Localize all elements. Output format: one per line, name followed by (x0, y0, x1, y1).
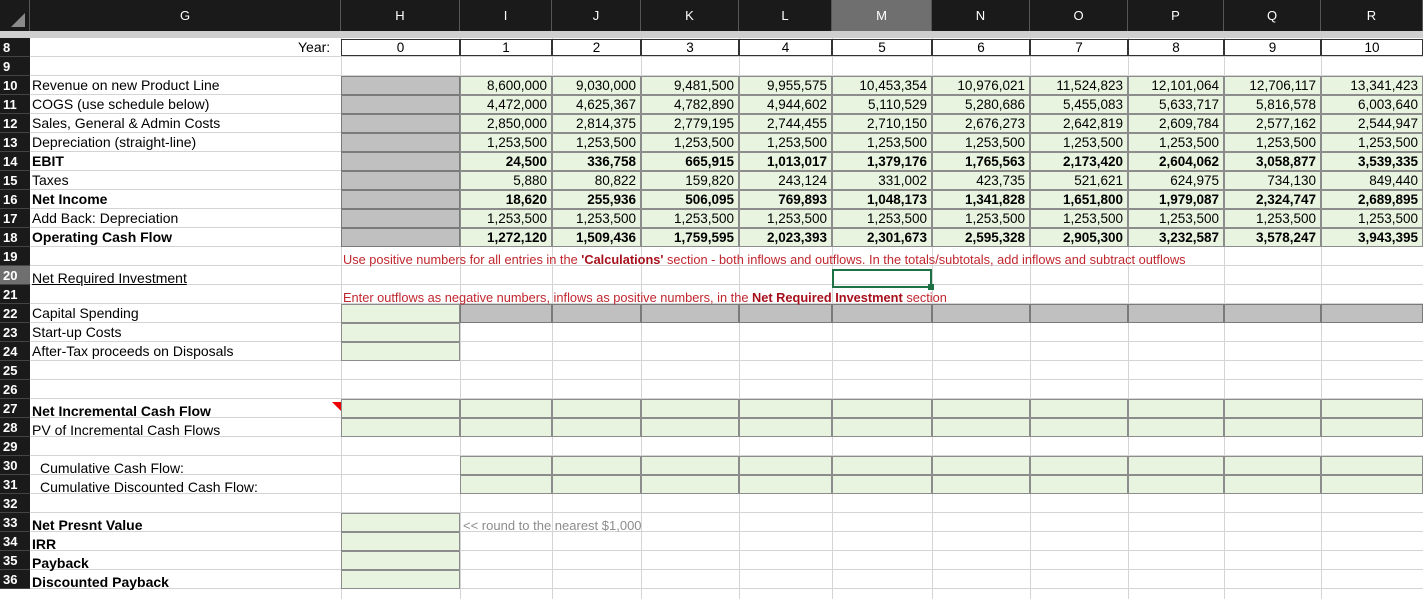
calc-value-cell[interactable]: 24,500 (460, 152, 552, 171)
calc-value-cell[interactable]: 1,253,500 (1224, 133, 1321, 152)
locked-cell (1030, 304, 1128, 323)
cash-flow-input-cell[interactable] (641, 418, 739, 437)
row-header-32[interactable]: 32 (0, 494, 30, 513)
row-header-14[interactable]: 14 (0, 152, 30, 171)
grid-row (30, 570, 1423, 589)
cash-flow-input-cell[interactable] (832, 418, 932, 437)
grid-row (30, 323, 1423, 342)
locked-cell (460, 304, 552, 323)
calc-value-cell[interactable]: 1,253,500 (460, 209, 552, 228)
row-header-35[interactable]: 35 (0, 551, 30, 570)
row-header-16[interactable]: 16 (0, 190, 30, 209)
cumulative-input-cell[interactable] (1224, 456, 1321, 475)
grid-row (30, 532, 1423, 551)
calc-value-cell[interactable]: 769,893 (739, 190, 832, 209)
row-header-33[interactable]: 33 (0, 513, 30, 532)
net-incremental-cash-flow-label: Net Incremental Cash Flow (32, 403, 211, 419)
calc-value-cell[interactable]: 2,744,455 (739, 114, 832, 133)
calc-value-cell[interactable]: 2,173,420 (1030, 152, 1128, 171)
calc-value-cell[interactable]: 1,253,500 (552, 133, 641, 152)
calc-value-cell[interactable]: 3,232,587 (1128, 228, 1224, 247)
grid-row (30, 342, 1423, 361)
calc-value-cell[interactable]: 521,621 (1030, 171, 1128, 190)
calc-value-cell[interactable]: 159,820 (641, 171, 739, 190)
row-header-36[interactable]: 36 (0, 570, 30, 589)
calc-value-cell[interactable]: 665,915 (641, 152, 739, 171)
year0-locked-cell (341, 133, 460, 152)
calc-value-cell[interactable]: 2,609,784 (1128, 114, 1224, 133)
cumulative-input-cell[interactable] (832, 475, 932, 494)
calc-row-label: Net Income (32, 191, 108, 207)
year-cell-7[interactable]: 7 (1030, 39, 1128, 56)
locked-cell (641, 304, 739, 323)
cash-flow-input-cell[interactable] (739, 399, 832, 418)
calc-value-cell[interactable]: 849,440 (1321, 171, 1423, 190)
cumulative-input-cell[interactable] (460, 475, 552, 494)
grid-row (30, 437, 1423, 456)
cash-flow-input-cell[interactable] (641, 399, 739, 418)
cash-flow-input-cell[interactable] (341, 399, 460, 418)
calculations-note: Use positive numbers for all entries in the 'Calculations' section - both inflows and outflows. In the totals/subtotals, add inflows and subtract outflows (343, 252, 1186, 267)
calc-value-cell[interactable]: 1,253,500 (739, 133, 832, 152)
year0-locked-cell (341, 228, 460, 247)
calc-value-cell[interactable]: 5,633,717 (1128, 95, 1224, 114)
calc-value-cell[interactable]: 2,814,375 (552, 114, 641, 133)
pv-incremental-label: PV of Incremental Cash Flows (32, 422, 221, 438)
calc-value-cell[interactable]: 9,955,575 (739, 76, 832, 95)
round-note: << round to the nearest $1,000 (463, 518, 642, 533)
column-header-r[interactable]: R (1321, 0, 1423, 31)
calc-value-cell[interactable]: 6,003,640 (1321, 95, 1423, 114)
cumulative-input-cell[interactable] (1128, 475, 1224, 494)
npv-label: Net Presnt Value (32, 517, 143, 533)
row-header-21[interactable]: 21 (0, 285, 30, 304)
calc-value-cell[interactable]: 1,253,500 (552, 209, 641, 228)
cash-flow-input-cell[interactable] (932, 418, 1030, 437)
locked-cell (932, 304, 1030, 323)
investment-input-cell[interactable] (341, 323, 460, 342)
calc-value-cell[interactable]: 2,544,947 (1321, 114, 1423, 133)
fill-handle[interactable] (928, 284, 934, 290)
column-header-n[interactable]: N (932, 0, 1030, 31)
row-header-25[interactable]: 25 (0, 361, 30, 380)
calc-value-cell[interactable]: 1,253,500 (1128, 209, 1224, 228)
cash-flow-input-cell[interactable] (1321, 418, 1423, 437)
calc-value-cell[interactable]: 1,253,500 (739, 209, 832, 228)
calc-value-cell[interactable]: 1,253,500 (932, 209, 1030, 228)
row-header-22[interactable]: 22 (0, 304, 30, 323)
grid-row (30, 57, 1423, 76)
active-cell[interactable] (832, 269, 932, 288)
column-header-l[interactable]: L (739, 0, 832, 31)
calc-row-label: Operating Cash Flow (32, 229, 173, 245)
locked-cell (832, 304, 932, 323)
year-cell-5[interactable]: 5 (832, 39, 932, 56)
column-header-g[interactable]: G (30, 0, 341, 31)
year0-locked-cell (341, 95, 460, 114)
cumulative-input-cell[interactable] (641, 475, 739, 494)
comment-indicator-icon[interactable] (332, 402, 341, 411)
calc-value-cell[interactable]: 1,765,563 (932, 152, 1030, 171)
row-header-13[interactable]: 13 (0, 133, 30, 152)
metric-input-cell[interactable] (341, 513, 460, 532)
year-label: Year: (298, 39, 331, 55)
grid-row (30, 494, 1423, 513)
row-header-20[interactable]: 20 (0, 266, 30, 285)
calc-value-cell[interactable]: 1,253,500 (1128, 133, 1224, 152)
frozen-pane-strip (0, 31, 1423, 38)
year-cell-4[interactable]: 4 (739, 39, 832, 56)
calc-row-label: Sales, General & Admin Costs (32, 115, 221, 131)
locked-cell (552, 304, 641, 323)
row-header-8[interactable]: 8 (0, 38, 30, 57)
calc-value-cell[interactable]: 1,013,017 (739, 152, 832, 171)
investment-row-label: Start-up Costs (32, 324, 122, 340)
calc-value-cell[interactable]: 3,058,877 (1224, 152, 1321, 171)
cumulative-input-cell[interactable] (1321, 475, 1423, 494)
select-all-corner[interactable] (0, 0, 30, 31)
calc-row-label: EBIT (32, 153, 64, 169)
calc-value-cell[interactable]: 1,341,828 (932, 190, 1030, 209)
calc-value-cell[interactable]: 3,539,335 (1321, 152, 1423, 171)
calc-value-cell[interactable]: 423,735 (932, 171, 1030, 190)
row-header-28[interactable]: 28 (0, 418, 30, 437)
calc-value-cell[interactable]: 8,600,000 (460, 76, 552, 95)
calc-value-cell[interactable]: 10,976,021 (932, 76, 1030, 95)
row-header-19[interactable]: 19 (0, 247, 30, 266)
calc-value-cell[interactable]: 4,472,000 (460, 95, 552, 114)
calc-value-cell[interactable]: 255,936 (552, 190, 641, 209)
calc-value-cell[interactable]: 10,453,354 (832, 76, 932, 95)
calc-value-cell[interactable]: 3,578,247 (1224, 228, 1321, 247)
irr-label: IRR (32, 536, 57, 552)
calc-value-cell[interactable]: 1,253,500 (1030, 209, 1128, 228)
calc-value-cell[interactable]: 12,101,064 (1128, 76, 1224, 95)
row-header-26[interactable]: 26 (0, 380, 30, 399)
calc-value-cell[interactable]: 2,850,000 (460, 114, 552, 133)
cumulative-discounted-label: Cumulative Discounted Cash Flow: (40, 479, 258, 495)
calc-value-cell[interactable]: 243,124 (739, 171, 832, 190)
cumulative-input-cell[interactable] (1030, 475, 1128, 494)
calc-row-label: COGS (use schedule below) (32, 96, 210, 112)
investment-input-cell[interactable] (341, 304, 460, 323)
calc-value-cell[interactable]: 11,524,823 (1030, 76, 1128, 95)
row-header-10[interactable]: 10 (0, 76, 30, 95)
year0-locked-cell (341, 114, 460, 133)
investment-note: Enter outflows as negative numbers, inflows as positive numbers, in the Net Required Investment section (343, 290, 947, 305)
column-header-j[interactable]: J (552, 0, 641, 31)
locked-cell (1224, 304, 1321, 323)
calc-value-cell[interactable]: 2,577,162 (1224, 114, 1321, 133)
cumulative-input-cell[interactable] (739, 475, 832, 494)
calc-value-cell[interactable]: 506,095 (641, 190, 739, 209)
row-header-30[interactable]: 30 (0, 456, 30, 475)
calc-value-cell[interactable]: 2,642,819 (1030, 114, 1128, 133)
cash-flow-input-cell[interactable] (552, 399, 641, 418)
column-header-q[interactable]: Q (1224, 0, 1321, 31)
calc-value-cell[interactable]: 624,975 (1128, 171, 1224, 190)
calc-value-cell[interactable]: 12,706,117 (1224, 76, 1321, 95)
calc-value-cell[interactable]: 4,782,890 (641, 95, 739, 114)
payback-label: Payback (32, 555, 89, 571)
calc-value-cell[interactable]: 2,604,062 (1128, 152, 1224, 171)
cash-flow-input-cell[interactable] (1128, 418, 1224, 437)
calc-value-cell[interactable]: 1,253,500 (1321, 209, 1423, 228)
metric-input-cell[interactable] (341, 551, 460, 570)
calc-value-cell[interactable]: 1,253,500 (832, 133, 932, 152)
year-cell-6[interactable]: 6 (932, 39, 1030, 56)
column-header-o[interactable]: O (1030, 0, 1128, 31)
calc-value-cell[interactable]: 5,816,578 (1224, 95, 1321, 114)
grid-row (30, 551, 1423, 570)
calc-value-cell[interactable]: 1,253,500 (641, 209, 739, 228)
calc-value-cell[interactable]: 1,253,500 (832, 209, 932, 228)
calc-value-cell[interactable]: 9,481,500 (641, 76, 739, 95)
calc-value-cell[interactable]: 1,253,500 (1224, 209, 1321, 228)
calc-value-cell[interactable]: 1,651,800 (1030, 190, 1128, 209)
calc-value-cell[interactable]: 1,253,500 (1321, 133, 1423, 152)
net-required-investment-label: Net Required Investment (32, 270, 187, 286)
column-header-p[interactable]: P (1128, 0, 1224, 31)
discounted-payback-label: Discounted Payback (32, 574, 169, 590)
cumulative-input-cell[interactable] (932, 456, 1030, 475)
metric-input-cell[interactable] (341, 570, 460, 589)
year-cell-8[interactable]: 8 (1128, 39, 1224, 56)
locked-cell (1128, 304, 1224, 323)
column-header-k[interactable]: K (641, 0, 739, 31)
cash-flow-input-cell[interactable] (1224, 399, 1321, 418)
cumulative-input-cell[interactable] (1224, 475, 1321, 494)
grid-row (30, 513, 1423, 532)
row-header-11[interactable]: 11 (0, 95, 30, 114)
calc-row-label: Add Back: Depreciation (32, 210, 179, 226)
cumulative-input-cell[interactable] (552, 475, 641, 494)
calc-value-cell[interactable]: 4,625,367 (552, 95, 641, 114)
calc-row-label: Taxes (32, 172, 69, 188)
column-header-i[interactable]: I (460, 0, 552, 31)
calc-value-cell[interactable]: 2,689,895 (1321, 190, 1423, 209)
calc-value-cell[interactable]: 1,379,176 (832, 152, 932, 171)
cumulative-input-cell[interactable] (932, 475, 1030, 494)
column-header-m[interactable]: M (832, 0, 932, 31)
cumulative-cash-flow-label: Cumulative Cash Flow: (40, 460, 184, 476)
cash-flow-input-cell[interactable] (932, 399, 1030, 418)
row-header-34[interactable]: 34 (0, 532, 30, 551)
calc-value-cell[interactable]: 1,253,500 (1030, 133, 1128, 152)
calc-value-cell[interactable]: 3,943,395 (1321, 228, 1423, 247)
grid-row (30, 266, 1423, 285)
calc-value-cell[interactable]: 2,301,673 (832, 228, 932, 247)
calc-value-cell[interactable]: 18,620 (460, 190, 552, 209)
investment-row-label: After-Tax proceeds on Disposals (32, 343, 234, 359)
cash-flow-input-cell[interactable] (460, 399, 552, 418)
grid-row (30, 380, 1423, 399)
cash-flow-input-cell[interactable] (739, 418, 832, 437)
investment-row-label: Capital Spending (32, 305, 139, 321)
calc-value-cell[interactable]: 9,030,000 (552, 76, 641, 95)
calc-value-cell[interactable]: 2,023,393 (739, 228, 832, 247)
calc-value-cell[interactable]: 734,130 (1224, 171, 1321, 190)
grid-row (30, 361, 1423, 380)
cumulative-input-cell[interactable] (1321, 456, 1423, 475)
calc-value-cell[interactable]: 1,048,173 (832, 190, 932, 209)
cash-flow-input-cell[interactable] (460, 418, 552, 437)
calc-row-label: Depreciation (straight-line) (32, 134, 197, 150)
year-cell-3[interactable]: 3 (641, 39, 739, 56)
year-cell-10[interactable]: 10 (1321, 39, 1423, 56)
row-header-27[interactable]: 27 (0, 399, 30, 418)
calc-value-cell[interactable]: 336,758 (552, 152, 641, 171)
calc-value-cell[interactable]: 1,759,595 (641, 228, 739, 247)
locked-cell (1321, 304, 1423, 323)
row-header-24[interactable]: 24 (0, 342, 30, 361)
calc-value-cell[interactable]: 331,002 (832, 171, 932, 190)
cumulative-input-cell[interactable] (460, 456, 552, 475)
calc-value-cell[interactable]: 1,272,120 (460, 228, 552, 247)
year-cell-9[interactable]: 9 (1224, 39, 1321, 56)
calc-value-cell[interactable]: 1,253,500 (932, 133, 1030, 152)
calc-value-cell[interactable]: 1,509,436 (552, 228, 641, 247)
calc-value-cell[interactable]: 2,779,195 (641, 114, 739, 133)
year-cell-0[interactable]: 0 (341, 39, 460, 56)
calc-value-cell[interactable]: 5,880 (460, 171, 552, 190)
calc-value-cell[interactable]: 5,110,529 (832, 95, 932, 114)
cumulative-input-cell[interactable] (1030, 456, 1128, 475)
year0-locked-cell (341, 76, 460, 95)
year-cell-2[interactable]: 2 (552, 39, 641, 56)
cash-flow-input-cell[interactable] (552, 418, 641, 437)
locked-cell (739, 304, 832, 323)
cash-flow-input-cell[interactable] (1224, 418, 1321, 437)
cash-flow-input-cell[interactable] (1030, 418, 1128, 437)
year0-locked-cell (341, 190, 460, 209)
calc-value-cell[interactable]: 13,341,423 (1321, 76, 1423, 95)
calc-value-cell[interactable]: 2,710,150 (832, 114, 932, 133)
cash-flow-input-cell[interactable] (1128, 399, 1224, 418)
year0-locked-cell (341, 209, 460, 228)
cash-flow-input-cell[interactable] (1030, 399, 1128, 418)
calc-value-cell[interactable]: 2,324,747 (1224, 190, 1321, 209)
row-header-29[interactable]: 29 (0, 437, 30, 456)
cash-flow-input-cell[interactable] (341, 418, 460, 437)
calc-value-cell[interactable]: 5,455,083 (1030, 95, 1128, 114)
row-header-9[interactable]: 9 (0, 57, 30, 76)
cash-flow-input-cell[interactable] (832, 399, 932, 418)
calc-value-cell[interactable]: 1,253,500 (641, 133, 739, 152)
cumulative-input-cell[interactable] (832, 456, 932, 475)
column-header-h[interactable]: H (341, 0, 460, 31)
calc-value-cell[interactable]: 2,905,300 (1030, 228, 1128, 247)
cumulative-input-cell[interactable] (641, 456, 739, 475)
investment-input-cell[interactable] (341, 342, 460, 361)
year0-locked-cell (341, 171, 460, 190)
row-header-15[interactable]: 15 (0, 171, 30, 190)
calc-value-cell[interactable]: 1,253,500 (460, 133, 552, 152)
row-header-12[interactable]: 12 (0, 114, 30, 133)
row-header-17[interactable]: 17 (0, 209, 30, 228)
row-header-23[interactable]: 23 (0, 323, 30, 342)
row-header-31[interactable]: 31 (0, 475, 30, 494)
calc-value-cell[interactable]: 4,944,602 (739, 95, 832, 114)
calc-value-cell[interactable]: 2,676,273 (932, 114, 1030, 133)
year-cell-1[interactable]: 1 (460, 39, 552, 56)
cumulative-input-cell[interactable] (1128, 456, 1224, 475)
calc-value-cell[interactable]: 1,979,087 (1128, 190, 1224, 209)
calc-row-label: Revenue on new Product Line (32, 77, 220, 93)
calc-value-cell[interactable]: 80,822 (552, 171, 641, 190)
calc-value-cell[interactable]: 5,280,686 (932, 95, 1030, 114)
year0-locked-cell (341, 152, 460, 171)
calc-value-cell[interactable]: 2,595,328 (932, 228, 1030, 247)
cumulative-input-cell[interactable] (552, 456, 641, 475)
row-header-18[interactable]: 18 (0, 228, 30, 247)
metric-input-cell[interactable] (341, 532, 460, 551)
cumulative-input-cell[interactable] (739, 456, 832, 475)
cash-flow-input-cell[interactable] (1321, 399, 1423, 418)
